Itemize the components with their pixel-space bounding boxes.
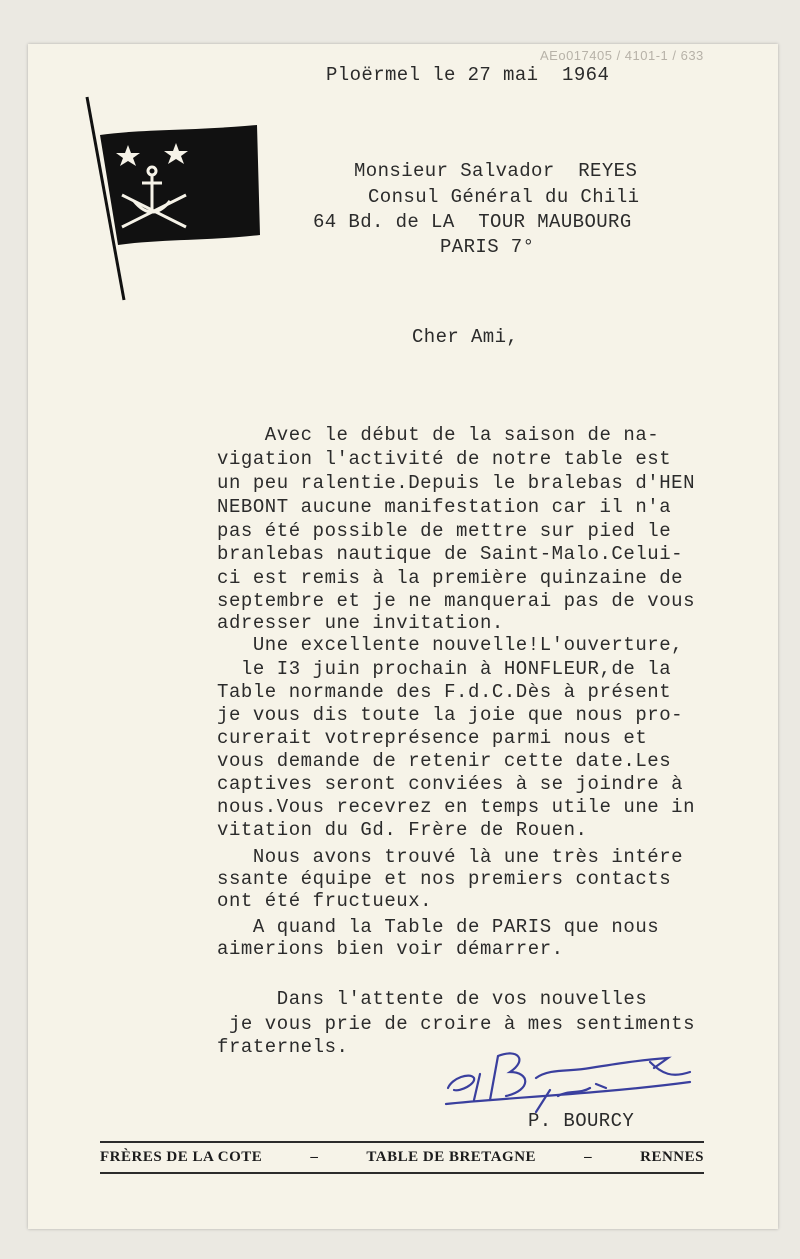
sender-name: P. BOURCY [528, 1110, 635, 1132]
body-line: NEBONT aucune manifestation car il n'a [217, 496, 672, 518]
archive-reference: AEo017405 / 4101-1 / 633 [540, 48, 704, 63]
body-line: vigation l'activité de notre table est [217, 448, 672, 470]
body-line: ont été fructueux. [217, 890, 433, 912]
recipient-line: 64 Bd. de LA TOUR MAUBOURG [313, 211, 632, 233]
body-line: Avec le début de la saison de na- [217, 424, 660, 446]
recipient-line: Consul Général du Chili [368, 186, 640, 208]
recipient-line: Monsieur Salvador REYES [354, 160, 638, 182]
body-line: ci est remis à la première quinzaine de [217, 567, 684, 589]
footer-city: RENNES [640, 1149, 704, 1165]
body-line: nous.Vous recevrez en temps utile une in [217, 796, 696, 818]
body-line: branlebas nautique de Saint-Malo.Celui- [217, 543, 684, 565]
body-line: ssante équipe et nos premiers contacts [217, 868, 672, 890]
body-line: captives seront conviées à se joindre à [217, 773, 684, 795]
footer-top-rule [100, 1141, 704, 1143]
body-line: Nous avons trouvé là une très intére [217, 846, 684, 868]
body-line: adresser une invitation. [217, 612, 504, 634]
body-line: curerait votreprésence parmi nous et [217, 727, 648, 749]
footer-separator: – [310, 1149, 319, 1165]
body-line: un peu ralentie.Depuis le bralebas d'HEN [217, 472, 696, 494]
body-line: A quand la Table de PARIS que nous [217, 916, 660, 938]
footer-org: FRÈRES DE LA COTE [100, 1149, 263, 1165]
body-line: septembre et je ne manquerai pas de vous [217, 590, 696, 612]
body-line: vous demande de retenir cette date.Les [217, 750, 672, 772]
body-line: aimerions bien voir démarrer. [217, 938, 564, 960]
footer-separator: – [584, 1149, 593, 1165]
footer-table: TABLE DE BRETAGNE [366, 1149, 537, 1165]
body-line: pas été possible de mettre sur pied le [217, 520, 672, 542]
closing-line: je vous prie de croire à mes sentiments [217, 1013, 696, 1035]
closing-line: fraternels. [217, 1036, 349, 1058]
handwritten-signature [440, 1038, 700, 1113]
footer-bottom-rule [100, 1172, 704, 1174]
body-line: le I3 juin prochain à HONFLEUR,de la [217, 658, 672, 680]
date-line: Ploërmel le 27 mai 1964 [326, 64, 610, 86]
body-line: Une excellente nouvelle!L'ouverture, [217, 634, 684, 656]
letterhead-footer [100, 1149, 704, 1166]
closing-line: Dans l'attente de vos nouvelles [217, 988, 648, 1010]
flag-logo-icon [82, 95, 267, 305]
body-line: je vous dis toute la joie que nous pro- [217, 704, 684, 726]
body-line: Table normande des F.d.C.Dès à présent [217, 681, 672, 703]
recipient-line: PARIS 7° [440, 236, 535, 258]
body-line: vitation du Gd. Frère de Rouen. [217, 819, 588, 841]
greeting: Cher Ami, [412, 326, 519, 348]
